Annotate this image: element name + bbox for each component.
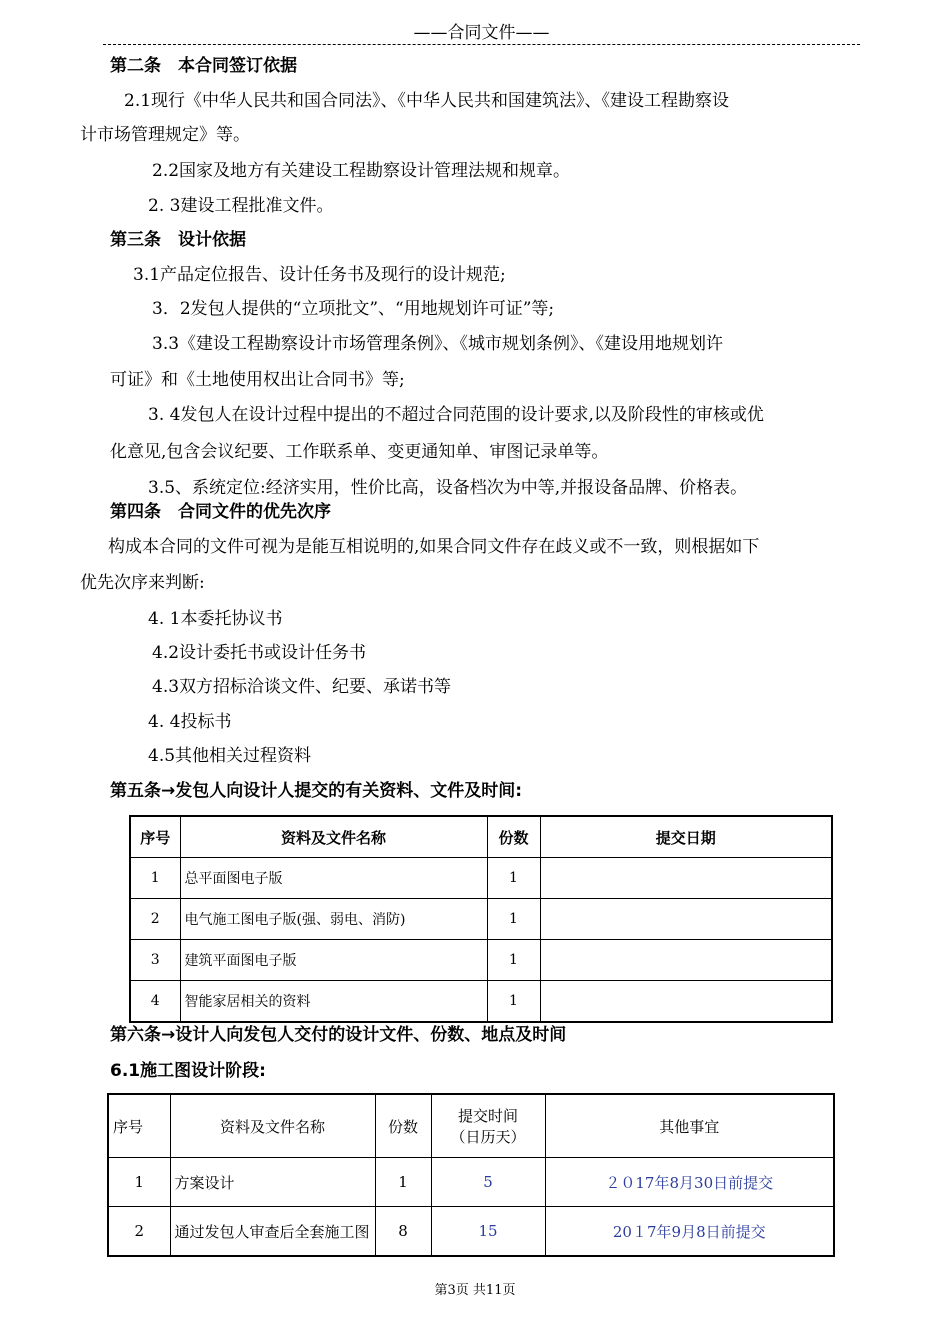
article-4-intro-b: 优先次序来判断:: [80, 573, 205, 593]
column-header: 资料及文件名称: [180, 816, 487, 858]
table-header-row: [130, 816, 832, 858]
cell-days: 15: [431, 1207, 545, 1257]
cell-copies: 1: [487, 940, 540, 981]
cell-name: 方案设计: [170, 1158, 375, 1207]
column-header: 序号: [130, 816, 180, 858]
article-3-4-line-a: 3. 4发包人在设计过程中提出的不超过合同范围的设计要求,以及阶段性的审核或优: [148, 405, 764, 425]
cell-name: 电气施工图电子版(强、弱电、消防): [180, 899, 487, 940]
article-4-2: 4.2设计委托书或设计任务书: [152, 643, 367, 663]
column-header-line: （日历天）: [450, 1128, 526, 1146]
cell-copies: 1: [487, 858, 540, 899]
article-3-1: 3.1产品定位报告、设计任务书及现行的设计规范;: [133, 265, 506, 285]
column-header: 序号: [108, 1094, 170, 1158]
article-6-1-title: 6.1施工图设计阶段:: [110, 1061, 266, 1081]
table-row: [130, 858, 832, 899]
cell-index: 1: [108, 1158, 170, 1207]
article-3-5: 3.5、系统定位:经济实用，性价比高，设备档次为中等,并报设备品牌、价格表。: [148, 478, 748, 498]
article-4-3: 4.3双方招标洽谈文件、纪要、承诺书等: [152, 677, 452, 697]
cell-name: 建筑平面图电子版: [180, 940, 487, 981]
table-header-row: [108, 1094, 834, 1158]
cell-name: 通过发包人审查后全套施工图: [170, 1207, 375, 1257]
cell-index: 1: [130, 858, 180, 899]
column-header: 提交日期: [540, 816, 832, 858]
cell-copies: 1: [487, 899, 540, 940]
article-6-title: 第六条→设计人向发包人交付的设计文件、份数、地点及时间: [110, 1025, 567, 1045]
column-header-line: 提交时间: [457, 1107, 518, 1125]
article-4-1: 4. 1本委托协议书: [148, 609, 283, 629]
cell-index: 3: [130, 940, 180, 981]
article-4-title: 第四条 合同文件的优先次序: [110, 502, 331, 522]
cell-copies: 1: [375, 1158, 431, 1207]
cell-copies: 8: [375, 1207, 431, 1257]
column-header: 份数: [487, 816, 540, 858]
article-3-3-line-a: 3.3《建设工程勘察设计市场管理条例》、《城市规划条例》、《建设用地规划许: [152, 334, 724, 354]
submission-table: [129, 815, 833, 1023]
page-footer: 第3页 共11页: [434, 1283, 516, 1298]
cell-date: [540, 940, 832, 981]
cell-index: 2: [130, 899, 180, 940]
cell-date: [540, 899, 832, 940]
table-row: [130, 899, 832, 940]
column-header: 份数: [375, 1094, 431, 1158]
table-row: [130, 940, 832, 981]
cell-notes: ２０17年8月30日前提交: [545, 1158, 834, 1207]
article-2-3: 2. 3建设工程批准文件。: [148, 196, 334, 216]
article-2-1-line-b: 计市场管理规定》等。: [80, 125, 250, 145]
page-header: ——合同文件——: [103, 22, 860, 45]
article-2-title: 第二条 本合同签订依据: [110, 56, 297, 76]
article-3-3-line-b: 可证》和《土地使用权出让合同书》等;: [110, 370, 405, 390]
cell-name: 智能家居相关的资料: [180, 981, 487, 1023]
cell-date: [540, 981, 832, 1023]
article-4-intro-a: 构成本合同的文件可视为是能互相说明的,如果合同文件存在歧义或不一致，则根据如下: [108, 537, 760, 557]
article-4-5: 4.5其他相关过程资料: [148, 746, 312, 766]
cell-name: 总平面图电子版: [180, 858, 487, 899]
article-3-2: 3．2发包人提供的“立项批文”、“用地规划许可证”等;: [152, 299, 555, 319]
cell-date: [540, 858, 832, 899]
column-header: 其他事宜: [545, 1094, 834, 1158]
cell-index: 2: [108, 1207, 170, 1257]
table-row: [108, 1207, 834, 1257]
table-row: [130, 981, 832, 1023]
cell-copies: 1: [487, 981, 540, 1023]
cell-index: 4: [130, 981, 180, 1023]
column-header: 资料及文件名称: [170, 1094, 375, 1158]
article-3-4-line-b: 化意见,包含会议纪要、工作联系单、变更通知单、审图记录单等。: [110, 442, 609, 462]
article-2-1-line-a: 2.1现行《中华人民共和国合同法》、《中华人民共和国建筑法》、《建设工程勘察设: [124, 91, 730, 111]
cell-notes: 20１7年9月8日前提交: [545, 1207, 834, 1257]
article-4-4: 4. 4投标书: [148, 712, 232, 732]
article-2-2: 2.2国家及地方有关建设工程勘察设计管理法规和规章。: [152, 161, 571, 181]
article-5-title: 第五条→发包人向设计人提交的有关资料、文件及时间:: [110, 781, 523, 801]
table-row: [108, 1158, 834, 1207]
article-3-title: 第三条 设计依据: [110, 230, 246, 250]
delivery-table: [107, 1093, 835, 1257]
column-header: [431, 1094, 545, 1158]
cell-days: 5: [431, 1158, 545, 1207]
